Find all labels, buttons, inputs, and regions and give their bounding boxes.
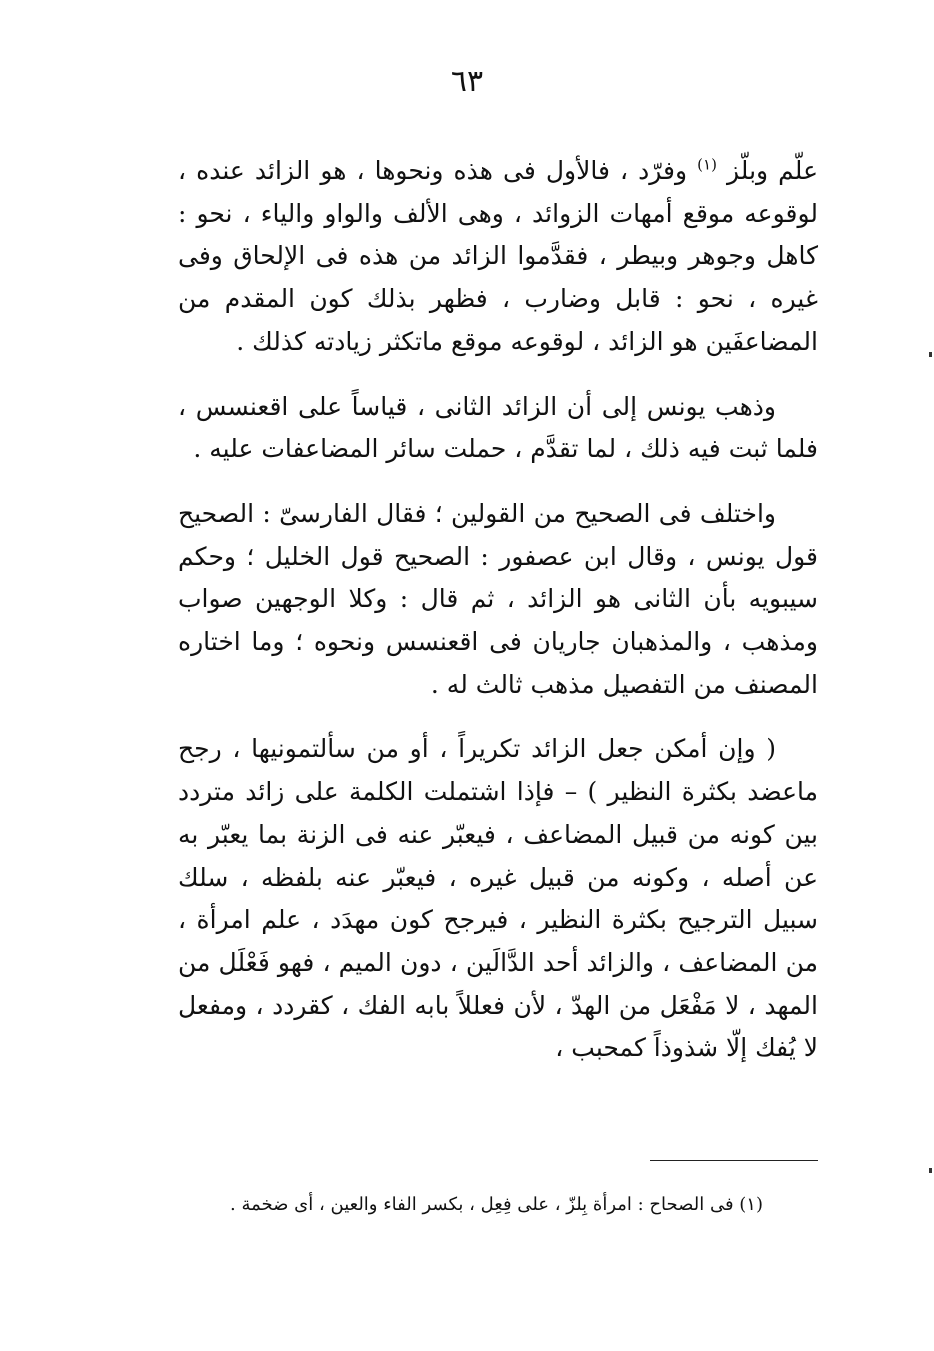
main-text: [178, 150, 818, 1092]
footnote-divider: [650, 1160, 818, 1161]
scan-edge-mark-bottom: [929, 1168, 932, 1173]
footnote: (١) فى الصحاح : امرأة بِلزّ ، على فِعِل ، بكسر الفاء والعين ، أى ضخمة .: [230, 1194, 763, 1215]
paragraph-4: ( وإن أمكن جعل الزائد تكريراً ، أو من سألتمونيها ، رجح ماعضد بكثرة النظير ) – فإذا اشتملت الكلمة على زائد متردد بين كونه من قبيل المضاعف ، فيعبّر عنه فى الزنة بما يعبّر به عن أصله ، وكونه من قبيل غيره ، فيعبّر عنه بلفظه ، سلك سبيل الترجيح بكثرة النظير ، فيرجح كون مهدَد ، علم امرأة ، من المضاعف ، والزائد أحد الدَّالَين ، دون الميم ، فهو فَعْلَل من المهد ، لا مَفْعَل من الهدّ ، لأن فعللاً بابه الفك ، كقردد ، ومفعل لا يُفك إلّا شذوذاً كمحبب ،: [178, 734, 818, 1063]
footnote-marker: (١): [697, 155, 717, 174]
paragraph-3: واختلف فى الصحيح من القولين ؛ فقال الفارسىّ : الصحيح قول يونس ، وقال ابن عصفور : الصحيح قول الخليل ؛ وحكم سيبويه بأن الثانى هو الزائد ، ثم قال : وكلا الوجهين صواب ومذهب ، والمذهبان جاريان فى اقعنسس ونحوه ؛ وما اختاره المصنف من التفصيل مذهب ثالث له .: [178, 498, 818, 699]
paragraph-1-rest: وفرّد ، فالأول فى هذه ونحوها ، هو الزائد عنده ، لوقوعه موقع أمهات الزوائد ، وهى الألف والواو والياء ، نحو : كاهل وجوهر وبيطر ، فقدَّموا الزائد من هذه فى الإلحاق وفى غيره ، نحو : قابل وضارب ، فظهر بذلك كون المقدم من المضاعفَين هو الزائد ، لوقوعه موقع ماتكثر زيادته كذلك .: [178, 156, 818, 356]
scan-edge-mark-top: [929, 352, 932, 357]
paragraph-1: [178, 150, 818, 364]
paragraph-1-start: علّم وبلّز: [727, 156, 818, 185]
paragraph-2: وذهب يونس إلى أن الزائد الثانى ، قياساً على اقعنسس ، فلما ثبت فيه ذلك ، لما تقدَّم ، حملت سائر المضاعفات عليه .: [178, 391, 818, 464]
page-number: ٦٣: [450, 64, 484, 99]
